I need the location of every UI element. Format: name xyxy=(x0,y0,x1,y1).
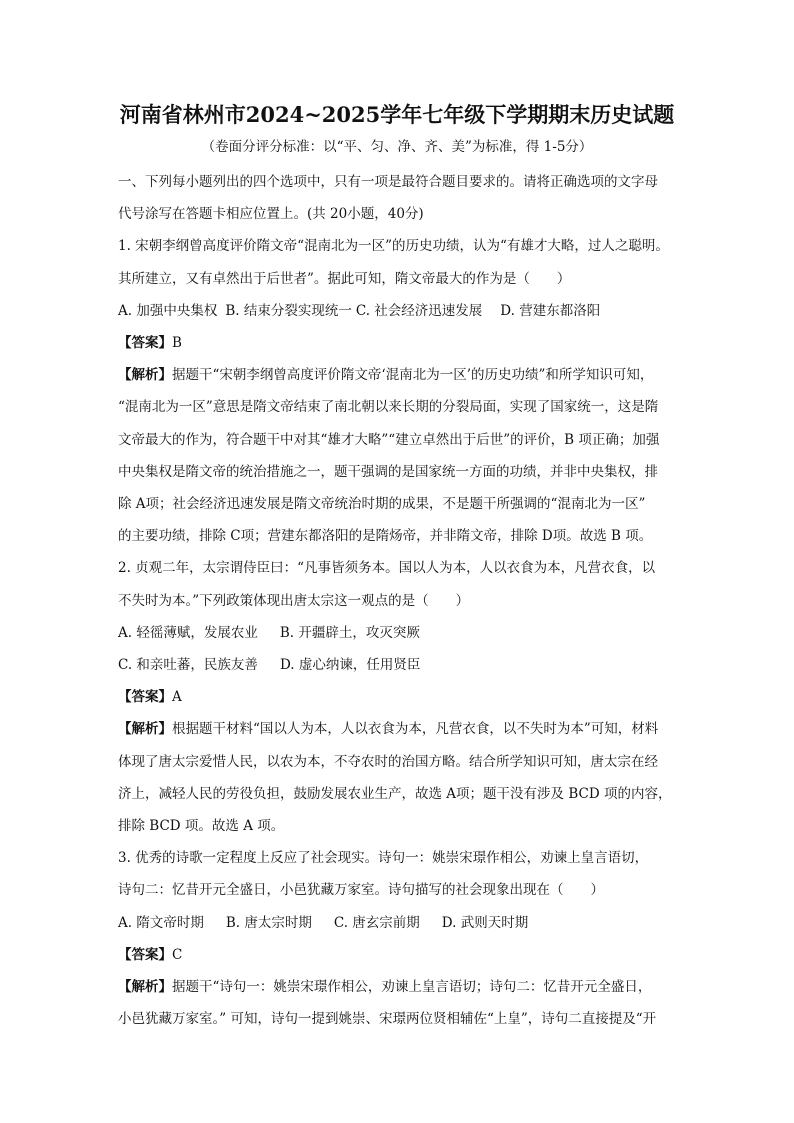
page-subtitle: （卷面分评分标准：以“平、匀、净、齐、美”为标准，得 1-5分） xyxy=(201,139,593,155)
analysis-line xyxy=(118,359,676,391)
option-row xyxy=(118,907,676,939)
question-stem-line: 1. 宋朝李纲曾高度评价隋文帝“混南北为一区”的历史功绩，认为“有雄才大略，过人之聪明。 xyxy=(118,238,669,255)
answer-line xyxy=(118,681,676,713)
analysis-line xyxy=(118,713,676,745)
option-c: C. 社会经济迅速发展 xyxy=(355,302,483,319)
analysis-line: “混南北为一区”意思是隋文帝结束了南北朝以来长期的分裂局面，实现了国家统一，这是隋 xyxy=(118,399,659,416)
analysis-text: 据题干“诗句一：姚崇宋璟作相公，劝谏上皇言语切；诗句二：忆昔开元全盛日， xyxy=(172,979,652,996)
analysis-line: 的主要功绩，排除 C项；营建东都洛阳的是隋炀帝，并非隋文帝，排除 D项。故选 B 项。 xyxy=(118,528,653,545)
answer-label: 【答案】 xyxy=(118,946,172,963)
question-stem-line: 诗句二：忆昔开元全盛日，小邑犹藏万家室。诗句描写的社会现象出现在（ ） xyxy=(118,882,604,899)
option-c: C. 和亲吐蕃，民族友善 xyxy=(118,657,258,674)
analysis-line: 排除 BCD 项。故选 A 项。 xyxy=(118,818,285,835)
question-stem-line: 2. 贞观二年，太宗谓侍臣曰：“凡事皆须务本。国以人为本，人以衣食为本，凡营衣食，以 xyxy=(118,560,656,577)
analysis-line: 体现了唐太宗爱惜人民，以农为本，不夺农时的治国方略。结合所学知识可知，唐太宗在经 xyxy=(118,753,658,770)
question-2 xyxy=(118,552,676,842)
option-c: C. 唐玄宗前期 xyxy=(333,914,420,931)
analysis-line: 小邑犹藏万家室。” 可知，诗句一提到姚崇、宋璟两位贤相辅佐“上皇”，诗句二直接提及“开 xyxy=(118,1011,657,1028)
answer-label: 【答案】 xyxy=(118,689,172,706)
option-b: B. 结束分裂实现统一 xyxy=(225,302,352,319)
question-stem-line: 3. 优秀的诗歌一定程度上反应了社会现实。诗句一：姚崇宋璟作相公，劝谏上皇言语切， xyxy=(118,850,649,867)
section-line: 一、下列每小题列出的四个选项中，只有一项是最符合题目要求的。请将正确选项的文字母 xyxy=(118,174,658,190)
option-row xyxy=(118,295,676,327)
analysis-line: 中央集权是隋文帝的统治措施之一，题干强调的是国家统一方面的功绩，并非中央集权，排 xyxy=(118,463,658,480)
option-a: A. 隋文帝时期 xyxy=(118,914,204,931)
answer-line xyxy=(118,327,676,359)
option-a: A. 轻徭薄赋，发展农业 xyxy=(118,624,258,641)
page-title: 河南省林州市2024~2025学年七年级下学期期末历史试题 xyxy=(119,102,675,127)
option-a: A. 加强中央集权 xyxy=(118,302,218,319)
analysis-label: 【解析】 xyxy=(118,721,172,738)
option-b: B. 唐太宗时期 xyxy=(225,914,312,931)
question-stem-line: 不失时为本。”下列政策体现出唐太宗这一观点的是（ ） xyxy=(118,592,470,609)
option-d: D. 武则天时期 xyxy=(441,914,529,931)
analysis-line: 济上，减轻人民的劳役负担，鼓励发展农业生产，故选 A项；题干没有涉及 BCD 项的内容， xyxy=(118,785,672,802)
analysis-line: 除 A项；社会经济迅速发展是隋文帝统治时期的成果，不是题干所强调的“混南北为一区” xyxy=(118,496,646,513)
analysis-text: 根据题干材料“国以人为本，人以衣食为本，凡营衣食，以不失时为本”可知，材料 xyxy=(172,721,659,738)
section-line: 代号涂写在答题卡相应位置上。(共 20小题，40分) xyxy=(118,206,424,223)
question-1 xyxy=(118,230,676,552)
question-3 xyxy=(118,842,676,1035)
answer-value: A xyxy=(172,689,182,706)
analysis-label: 【解析】 xyxy=(118,979,172,996)
analysis-line: 文帝最大的作为，符合题干中对其“雄才大略”“建立卓然出于后世”的评价，B 项正确；加强 xyxy=(118,431,660,448)
answer-value: B xyxy=(172,335,182,352)
analysis-label: 【解析】 xyxy=(118,367,172,384)
analysis-text: 据题干“宋朝李纲曾高度评价隋文帝‘混南北为一区’的历史功绩”和所学知识可知， xyxy=(172,367,654,384)
option-b: B. 开疆辟土，攻灭突厥 xyxy=(279,624,420,641)
option-d: D. 虚心纳谏，任用贤臣 xyxy=(279,657,421,674)
answer-value: C xyxy=(172,946,183,963)
option-d: D. 营建东都洛阳 xyxy=(500,302,601,319)
section-instructions xyxy=(118,166,676,230)
answer-label: 【答案】 xyxy=(118,335,172,352)
question-stem-line: 其所建立，又有卓然出于后世者”。据此可知，隋文帝最大的作为是（ ） xyxy=(118,270,571,287)
analysis-line xyxy=(118,971,676,1003)
option-row xyxy=(118,617,676,649)
answer-line xyxy=(118,939,676,971)
option-row xyxy=(118,649,676,681)
